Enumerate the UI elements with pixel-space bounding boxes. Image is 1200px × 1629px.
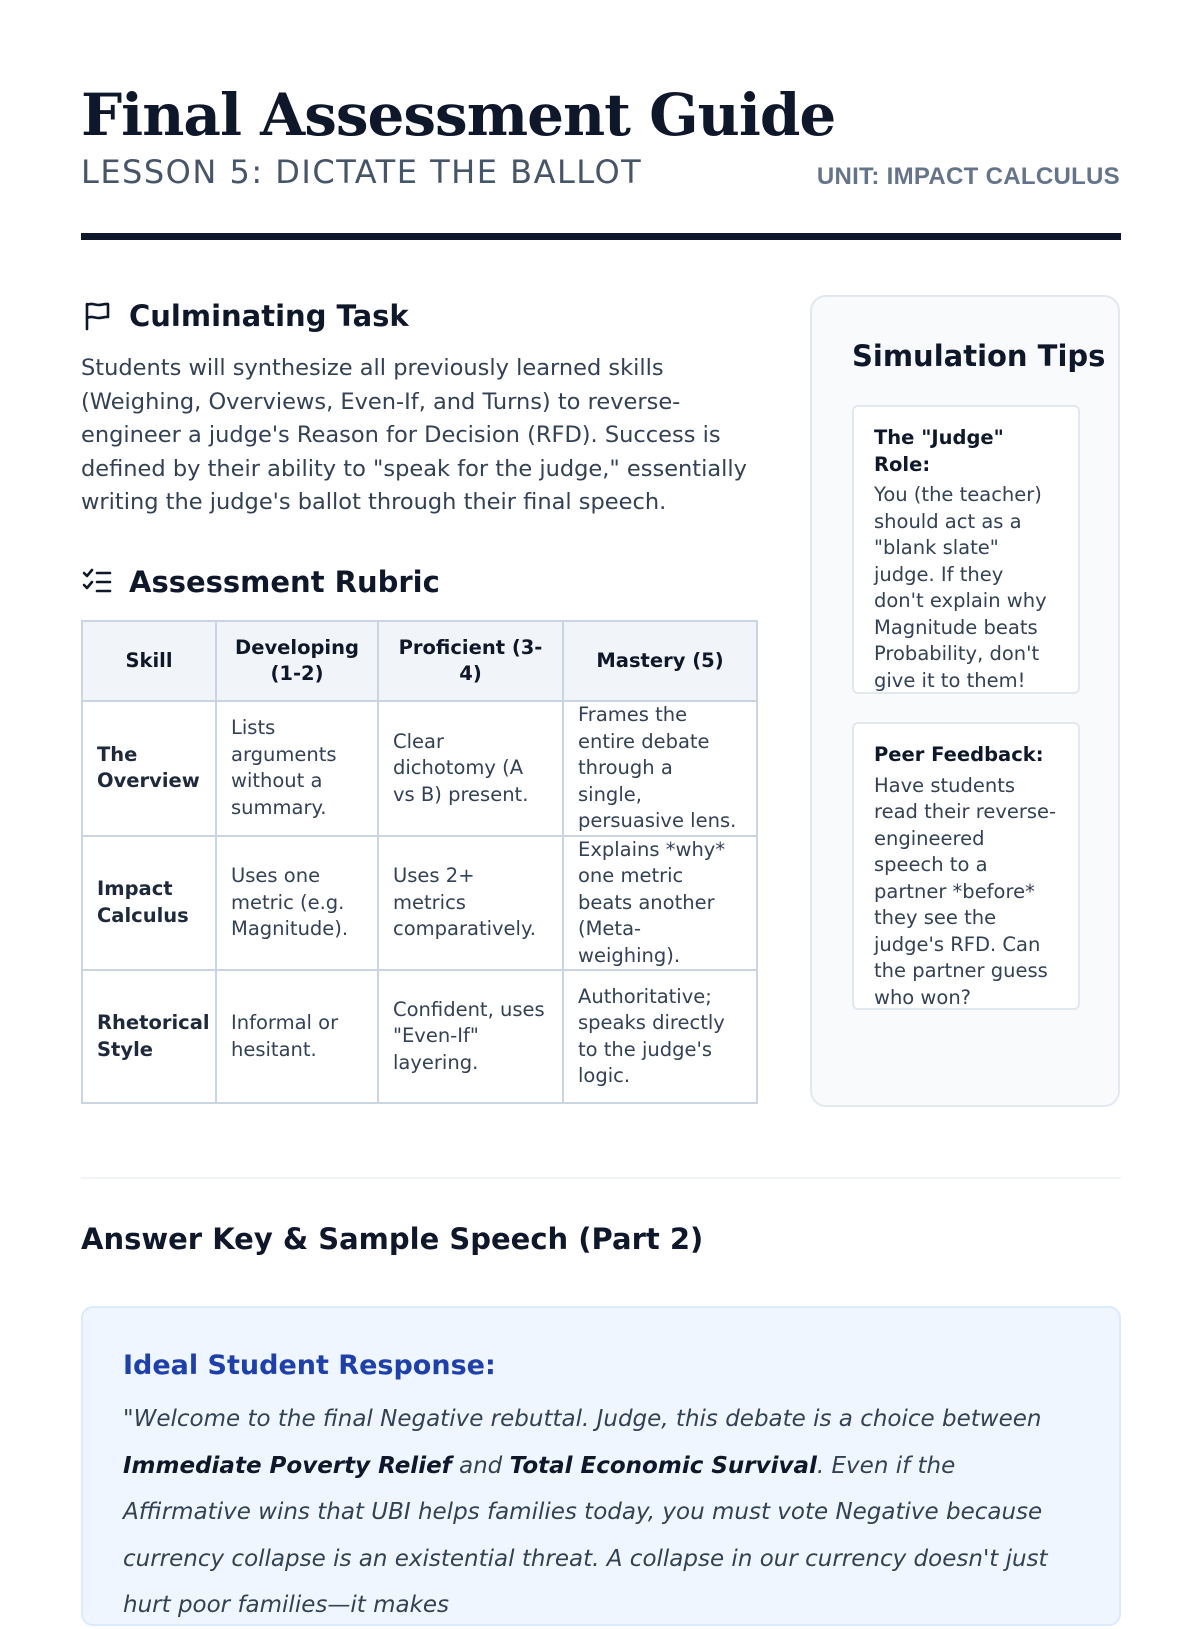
rubric-skill-cell: Impact Calculus <box>82 836 216 971</box>
culminating-task-description: Students will synthesize all previously learned skills (Weighing, Overviews, Even-If, and Turns) to reverse-engineer a judge's Reason for Decision (RFD). Success is defined by their ability to "speak for the judge," essentially writing the judge's ballot through their final speech. <box>81 355 747 515</box>
lesson-subtitle: LESSON 5: DICTATE THE BALLOT <box>81 153 643 191</box>
rubric-header-row <box>82 621 757 701</box>
simulation-tips-title: Simulation Tips <box>852 339 1106 373</box>
ideal-response-label: Ideal Student Response: <box>123 1350 496 1381</box>
rubric-column-header: Developing (1-2) <box>216 621 378 701</box>
sample-speech-text <box>123 1396 1083 1629</box>
header-rule <box>81 233 1121 240</box>
table-row <box>82 701 757 836</box>
rubric-cell: Explains *why* one metric beats another (Meta-weighing). <box>563 836 757 971</box>
flag-icon <box>81 300 113 332</box>
ideal-response-box <box>81 1306 1121 1626</box>
culminating-task-heading <box>81 296 409 336</box>
rubric-table <box>81 620 758 1104</box>
speech-text: "Welcome to the final Negative rebuttal. Judge, this debate is a choice between <box>123 1406 1042 1432</box>
answer-key-heading: Answer Key & Sample Speech (Part 2) <box>81 1222 704 1256</box>
tip-title: Peer Feedback: <box>874 743 1044 766</box>
tip-body: You (the teacher) should act as a "blank slate" judge. If they don't explain why Magnitude beats Probability, don't give it to them! <box>874 483 1047 692</box>
table-row <box>82 970 757 1103</box>
checklist-icon <box>81 566 113 598</box>
rubric-cell: Clear dichotomy (A vs B) present. <box>378 701 563 836</box>
assessment-rubric-title: Assessment Rubric <box>129 565 440 599</box>
rubric-skill-cell: Rhetorical Style <box>82 970 216 1103</box>
speech-emphasis: Immediate Poverty Relief <box>123 1452 452 1479</box>
rubric-skill-cell: The Overview <box>82 701 216 836</box>
page-title: Final Assessment Guide <box>81 81 836 149</box>
unit-label: UNIT: IMPACT CALCULUS <box>816 163 1120 190</box>
speech-emphasis: Total Economic Survival <box>509 1452 817 1479</box>
assessment-rubric-heading <box>81 562 440 602</box>
speech-text: . Even if the Affirmative wins that UBI helps families today, you must vote Negative because currency collapse is an existential threat. A collapse in our currency doesn't just hurt poor families—it makes <box>123 1452 1048 1618</box>
rubric-cell: Authoritative; speaks directly to the judge's logic. <box>563 970 757 1103</box>
tip-body: Have students read their reverse-engineered speech to a partner *before* they see the judge's RFD. Can the partner guess who won? <box>874 773 1057 1009</box>
rubric-cell: Lists arguments without a summary. <box>216 701 378 836</box>
table-row <box>82 836 757 971</box>
rubric-column-header: Skill <box>82 621 216 701</box>
tip-title: The "Judge" Role: <box>874 426 1004 476</box>
rubric-cell: Informal or hesitant. <box>216 970 378 1103</box>
rubric-column-header: Mastery (5) <box>563 621 757 701</box>
tip-card <box>852 722 1080 1010</box>
rubric-cell: Confident, uses "Even-If" layering. <box>378 970 563 1103</box>
section-divider <box>81 1177 1121 1179</box>
rubric-cell: Uses one metric (e.g. Magnitude). <box>216 836 378 971</box>
rubric-cell: Uses 2+ metrics comparatively. <box>378 836 563 971</box>
culminating-task-title: Culminating Task <box>129 299 409 333</box>
simulation-tips-panel <box>810 295 1120 1107</box>
tip-card <box>852 405 1080 694</box>
speech-text: and <box>451 1452 510 1479</box>
rubric-cell: Frames the entire debate through a single, persuasive lens. <box>563 701 757 836</box>
rubric-column-header: Proficient (3-4) <box>378 621 563 701</box>
